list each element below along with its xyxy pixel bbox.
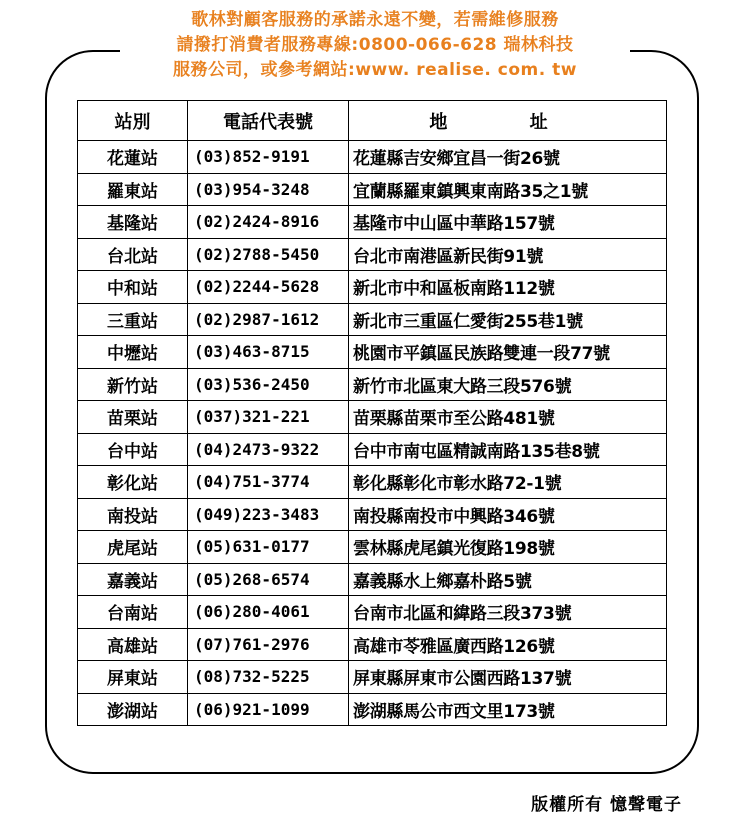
table-row <box>78 433 667 466</box>
header-phone: 電話代表號 <box>188 101 349 141</box>
table-row <box>78 368 667 401</box>
phone-cell: (03)536-2450 <box>188 368 349 401</box>
phone-cell: (04)2473-9322 <box>188 433 349 466</box>
station-name-cell: 苗栗站 <box>78 401 188 434</box>
notice-line-2: 請撥打消費者服務專線:0800-066-628 瑞林科技 <box>176 35 574 55</box>
station-name-cell: 台中站 <box>78 433 188 466</box>
phone-cell: (049)223-3483 <box>188 498 349 531</box>
address-cell: 澎湖縣馬公市西文里173號 <box>349 693 667 726</box>
copyright-text: 版權所有 憶聲電子 <box>531 795 682 815</box>
phone-cell: (04)751-3774 <box>188 466 349 499</box>
address-cell: 嘉義縣水上鄉嘉朴路5號 <box>349 563 667 596</box>
table-row <box>78 206 667 239</box>
service-notice <box>120 8 630 88</box>
table-row <box>78 628 667 661</box>
header-address: 地 址 <box>349 101 667 141</box>
station-name-cell: 彰化站 <box>78 466 188 499</box>
address-cell: 新北市三重區仁愛街255巷1號 <box>349 303 667 336</box>
address-cell: 彰化縣彰化市彰水路72-1號 <box>349 466 667 499</box>
address-cell: 台中市南屯區精誠南路135巷8號 <box>349 433 667 466</box>
phone-cell: (037)321-221 <box>188 401 349 434</box>
notice-line-3: 服務公司，或參考網站:www. realise. com. tw <box>173 60 577 80</box>
header-station: 站別 <box>78 101 188 141</box>
table-row <box>78 466 667 499</box>
table-row <box>78 661 667 694</box>
address-cell: 雲林縣虎尾鎮光復路198號 <box>349 531 667 564</box>
service-station-table <box>77 100 667 726</box>
phone-cell: (02)2987-1612 <box>188 303 349 336</box>
table-row <box>78 401 667 434</box>
station-name-cell: 花蓮站 <box>78 141 188 174</box>
address-cell: 台北市南港區新民街91號 <box>349 238 667 271</box>
table-row <box>78 173 667 206</box>
table-row <box>78 531 667 564</box>
address-cell: 基隆市中山區中華路157號 <box>349 206 667 239</box>
address-cell: 屏東縣屏東市公園西路137號 <box>349 661 667 694</box>
address-cell: 宜蘭縣羅東鎮興東南路35之1號 <box>349 173 667 206</box>
address-cell: 新竹市北區東大路三段576號 <box>349 368 667 401</box>
station-name-cell: 台北站 <box>78 238 188 271</box>
table-header-row <box>78 101 667 141</box>
station-name-cell: 台南站 <box>78 596 188 629</box>
station-name-cell: 屏東站 <box>78 661 188 694</box>
phone-cell: (07)761-2976 <box>188 628 349 661</box>
station-name-cell: 三重站 <box>78 303 188 336</box>
table-row <box>78 498 667 531</box>
notice-line-1: 歌林對顧客服務的承諾永遠不變，若需維修服務 <box>191 10 559 30</box>
phone-cell: (02)2244-5628 <box>188 271 349 304</box>
phone-cell: (06)921-1099 <box>188 693 349 726</box>
phone-cell: (06)280-4061 <box>188 596 349 629</box>
phone-cell: (05)631-0177 <box>188 531 349 564</box>
address-cell: 苗栗縣苗栗市至公路481號 <box>349 401 667 434</box>
phone-cell: (03)463-8715 <box>188 336 349 369</box>
phone-cell: (03)852-9191 <box>188 141 349 174</box>
station-name-cell: 嘉義站 <box>78 563 188 596</box>
phone-cell: (02)2424-8916 <box>188 206 349 239</box>
phone-cell: (03)954-3248 <box>188 173 349 206</box>
table-row <box>78 563 667 596</box>
table-row <box>78 303 667 336</box>
station-name-cell: 虎尾站 <box>78 531 188 564</box>
table-row <box>78 141 667 174</box>
station-name-cell: 羅東站 <box>78 173 188 206</box>
station-name-cell: 新竹站 <box>78 368 188 401</box>
address-cell: 高雄市苓雅區廣西路126號 <box>349 628 667 661</box>
phone-cell: (02)2788-5450 <box>188 238 349 271</box>
phone-cell: (05)268-6574 <box>188 563 349 596</box>
table-row <box>78 596 667 629</box>
table-row <box>78 238 667 271</box>
table-row <box>78 693 667 726</box>
table-row <box>78 336 667 369</box>
address-cell: 花蓮縣吉安鄉宜昌一街26號 <box>349 141 667 174</box>
phone-cell: (08)732-5225 <box>188 661 349 694</box>
address-cell: 台南市北區和緯路三段373號 <box>349 596 667 629</box>
station-name-cell: 南投站 <box>78 498 188 531</box>
station-name-cell: 中和站 <box>78 271 188 304</box>
address-cell: 南投縣南投市中興路346號 <box>349 498 667 531</box>
station-name-cell: 中壢站 <box>78 336 188 369</box>
address-cell: 新北市中和區板南路112號 <box>349 271 667 304</box>
address-cell: 桃園市平鎮區民族路雙連一段77號 <box>349 336 667 369</box>
station-name-cell: 高雄站 <box>78 628 188 661</box>
table-row <box>78 271 667 304</box>
station-name-cell: 澎湖站 <box>78 693 188 726</box>
station-name-cell: 基隆站 <box>78 206 188 239</box>
